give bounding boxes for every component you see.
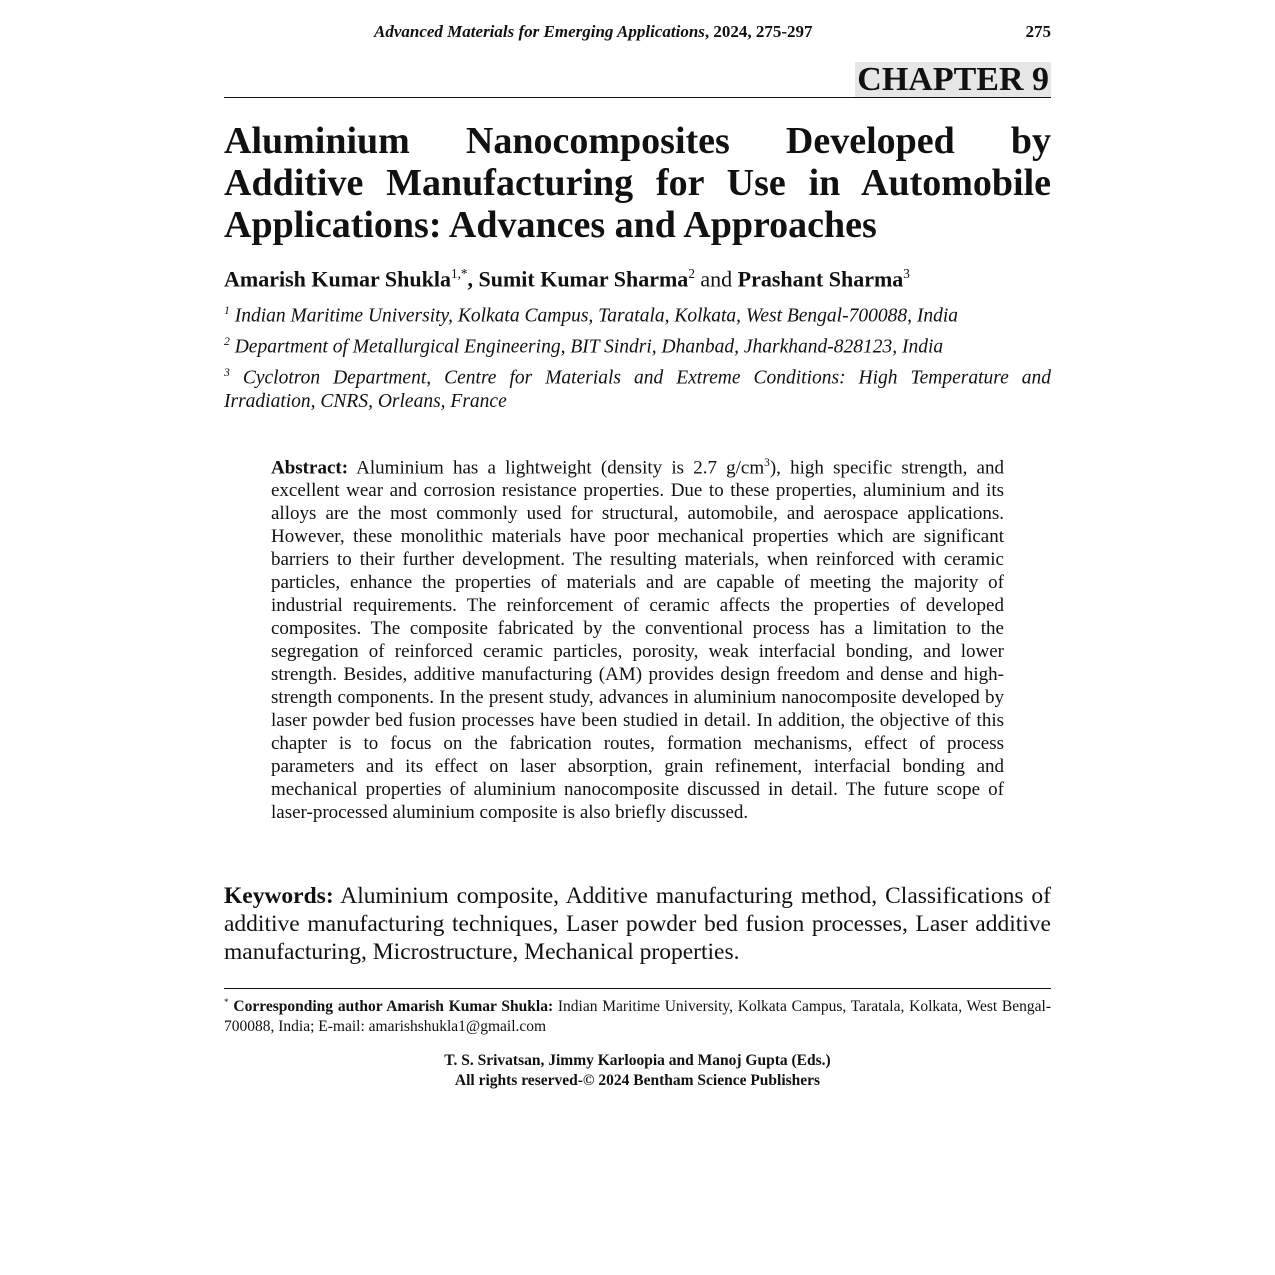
copyright: All rights reserved-© 2024 Bentham Science Publishers [454,1072,821,1089]
author-name: Amarish Kumar Shukla [224,266,451,292]
footnote-rule [224,988,1051,989]
author-name: Prashant Sharma [737,266,904,292]
affiliation: $^1$ Indian Maritime University, Kolkata Campus, Taratala, Kolkata, West Bengal-700088, India [224,304,959,327]
affiliation: $^2$ Department of Metallurgical Engineering, BIT Sindri, Dhanbad, Jharkhand-828123, India [224,335,944,358]
author-name: Sumit Kumar Sharma [478,266,689,292]
authors-line: Amarish Kumar Shukla$^{1,*}$, Sumit Kumar Sharma$^2$ and Prashant Sharma$^3$ [224,266,910,292]
editors: T. S. Srivatsan, Jimmy Karloopia and Manoj Gupta (Eds.) [444,1052,831,1069]
header-rule [224,97,1051,98]
chapter-label: CHAPTER 9 [857,61,1049,98]
page-number: 275 [1025,22,1051,41]
corresponding-author-footnote: * Corresponding author Amarish Kumar Shukla: Indian Maritime University, Kolkata Campus, Taratala, Kolkata, West Bengal-700088, India; E-mail: amarishshukla1@gmail.com [224,998,1051,1036]
abstract: Abstract: Aluminium has a lightweight (density is 2.7 $g/cm^3$), high specific strength, and excellent wear and corrosion resistance properties. Due to these properties, aluminium and its alloys are the most commonly used for structural, automobile, and aerospace applications. However, these monolithic materials have poor mechanical properties which are significant barriers to their further development. The resulting materials, when reinforced with ceramic particles, enhance the properties of materials and are capable of meeting the majority of industrial requirements. The reinforcement of ceramic affects the properties of developed composites. The composite fabricated by the conventional process has a limitation to the segregation of reinforced ceramic particles, porosity, weak interfacial bonding, and lower strength. Besides, additive manufacturing (AM) provides design freedom and dense and high-strength components. In the present study, advances in aluminium nanocomposite developed by laser powder bed fusion processes have been studied in detail. In addition, the objective of this chapter is to focus on the fabrication routes, formation mechanisms, effect of process parameters and its effect on laser absorption, grain refinement, interfacial bonding and mechanical properties of aluminium nanocomposite discussed in detail. The future scope of laser-processed aluminium composite is also briefly discussed. [271,457,1004,824]
journal-citation: Advanced Materials for Emerging Applications, 2024, 275-297 [374,22,813,41]
chapter-title: Aluminium Nanocomposites Developed by Additive Manufacturing for Use in Automobile Applications: Advances and Approaches [224,120,1051,246]
affiliation: $^3$ Cyclotron Department, Centre for Materials and Extreme Conditions: High Temperature and Irradiation, CNRS, Orleans, France [224,366,1051,412]
keywords: Keywords: Aluminium composite, Additive manufacturing method, Classifications of additive manufacturing techniques, Laser powder bed fusion processes, Laser additive manufacturing, Microstructure, Mechanical properties. [224,883,1051,965]
editors-block [224,1051,1051,1091]
